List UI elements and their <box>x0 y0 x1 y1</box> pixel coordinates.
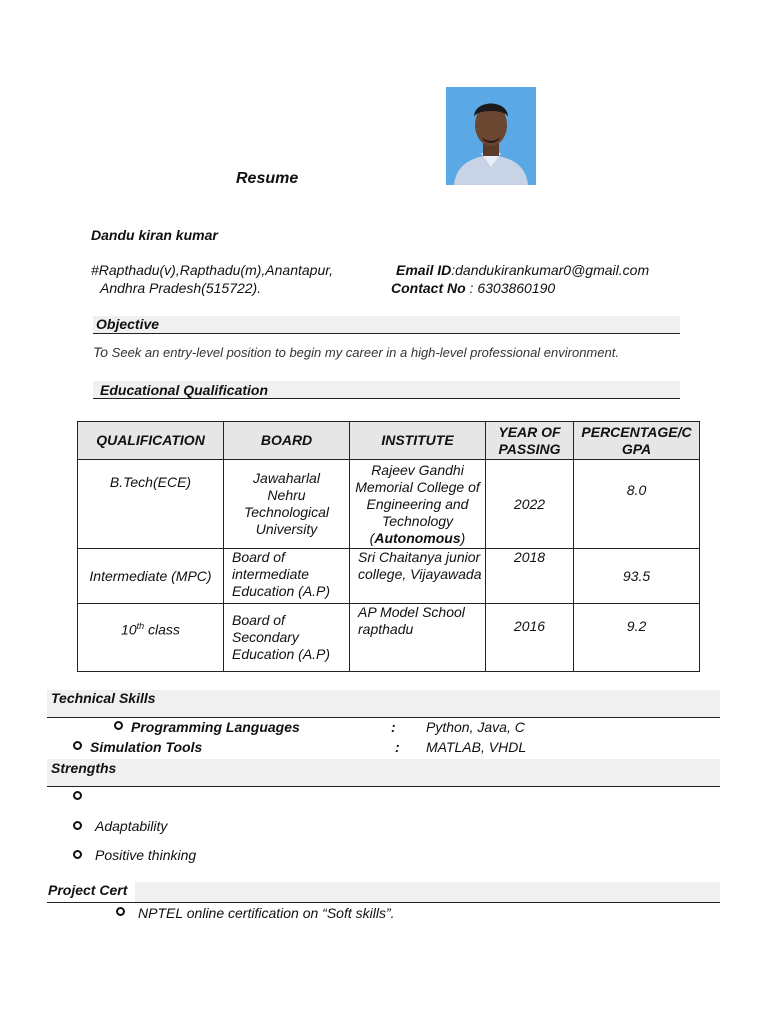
education-heading: Educational Qualification <box>100 382 269 398</box>
project-heading: Project Cert <box>48 882 128 898</box>
cell-board: Board of intermediate Education (A.P) <box>224 549 350 604</box>
candidate-name: Dandu kiran kumar <box>91 227 218 243</box>
skill-value: MATLAB, VHDL <box>426 739 527 755</box>
cell-score: 9.2 <box>574 604 700 672</box>
header-board: BOARD <box>224 422 350 460</box>
header-year: YEAR OF PASSING <box>486 422 574 460</box>
cell-institute: Rajeev Gandhi Memorial College of Engineering and Technology (Autonomous) <box>350 460 486 549</box>
header-institute: INSTITUTE <box>350 422 486 460</box>
objective-heading: Objective <box>96 316 160 332</box>
address-line-1: #Rapthadu(v),Rapthadu(m),Anantapur, <box>91 262 334 278</box>
cell-institute: AP Model School rapthadu <box>350 604 486 672</box>
resume-title: Resume <box>236 170 299 187</box>
cell-score: 8.0 <box>574 460 700 549</box>
table-row <box>78 549 700 604</box>
email-value: :dandukirankumar0@gmail.com <box>451 262 650 278</box>
skill-label: Programming Languages <box>131 719 300 735</box>
cell-year: 2016 <box>486 604 574 672</box>
project-item: NPTEL online certification on “Soft skills”. <box>138 905 395 921</box>
header-qualification: QUALIFICATION <box>78 422 224 460</box>
table-row <box>78 460 700 549</box>
qualification-rest: class <box>144 621 180 638</box>
strengths-heading-bar <box>47 759 720 787</box>
cell-year: 2018 <box>486 549 574 604</box>
education-table <box>77 421 700 672</box>
contact-line <box>391 280 555 296</box>
strength-item: Adaptability <box>95 818 168 834</box>
skill-separator: : <box>391 719 396 735</box>
project-heading-bar <box>135 882 720 902</box>
objective-body: Seek an entry-level position to begin my career in a high-level professional environment. <box>108 345 619 360</box>
email-label: Email ID <box>396 262 452 278</box>
objective-heading-bar <box>93 316 680 334</box>
institute-suffix: Autonomous <box>374 529 461 546</box>
address-line-2: Andhra Pradesh(515722). <box>100 280 262 296</box>
strength-item: Positive thinking <box>95 847 197 863</box>
bullet-icon <box>73 850 82 859</box>
qualification-sup: th <box>136 621 145 631</box>
bullet-icon <box>114 721 123 730</box>
cell-qualification: B.Tech(ECE) <box>78 460 224 549</box>
cell-institute: Sri Chaitanya junior college, Vijayawada <box>350 549 486 604</box>
cell-board: Jawaharlal Nehru Technological University <box>224 460 350 549</box>
email-line <box>396 262 649 278</box>
cell-board: Board of Secondary Education (A.P) <box>224 604 350 672</box>
profile-photo <box>446 87 536 185</box>
cell-year: 2022 <box>486 460 574 549</box>
objective-lead: To <box>93 344 109 360</box>
qualification-base: 10 <box>121 621 137 638</box>
table-header-row <box>78 422 700 460</box>
skill-value: Python, Java, C <box>426 719 525 735</box>
strengths-heading: Strengths <box>51 760 117 776</box>
cell-score: 93.5 <box>574 549 700 604</box>
objective-text <box>93 344 619 360</box>
bullet-icon <box>73 741 82 750</box>
contact-value: : 6303860190 <box>465 280 556 296</box>
skill-separator: : <box>395 739 400 755</box>
institute-name: Rajeev Gandhi Memorial College of Engineering and Technology <box>355 461 480 529</box>
project-heading-rule <box>47 902 720 903</box>
technical-skills-heading: Technical Skills <box>51 690 156 706</box>
header-score: PERCENTAGE/C GPA <box>574 422 700 460</box>
bullet-icon <box>116 907 125 916</box>
contact-label: Contact No <box>391 280 466 296</box>
bullet-icon <box>73 821 82 830</box>
skill-label: Simulation Tools <box>90 739 203 755</box>
table-row <box>78 604 700 672</box>
bullet-icon <box>73 791 82 800</box>
cell-qualification: Intermediate (MPC) <box>78 549 224 604</box>
cell-qualification <box>78 604 224 672</box>
